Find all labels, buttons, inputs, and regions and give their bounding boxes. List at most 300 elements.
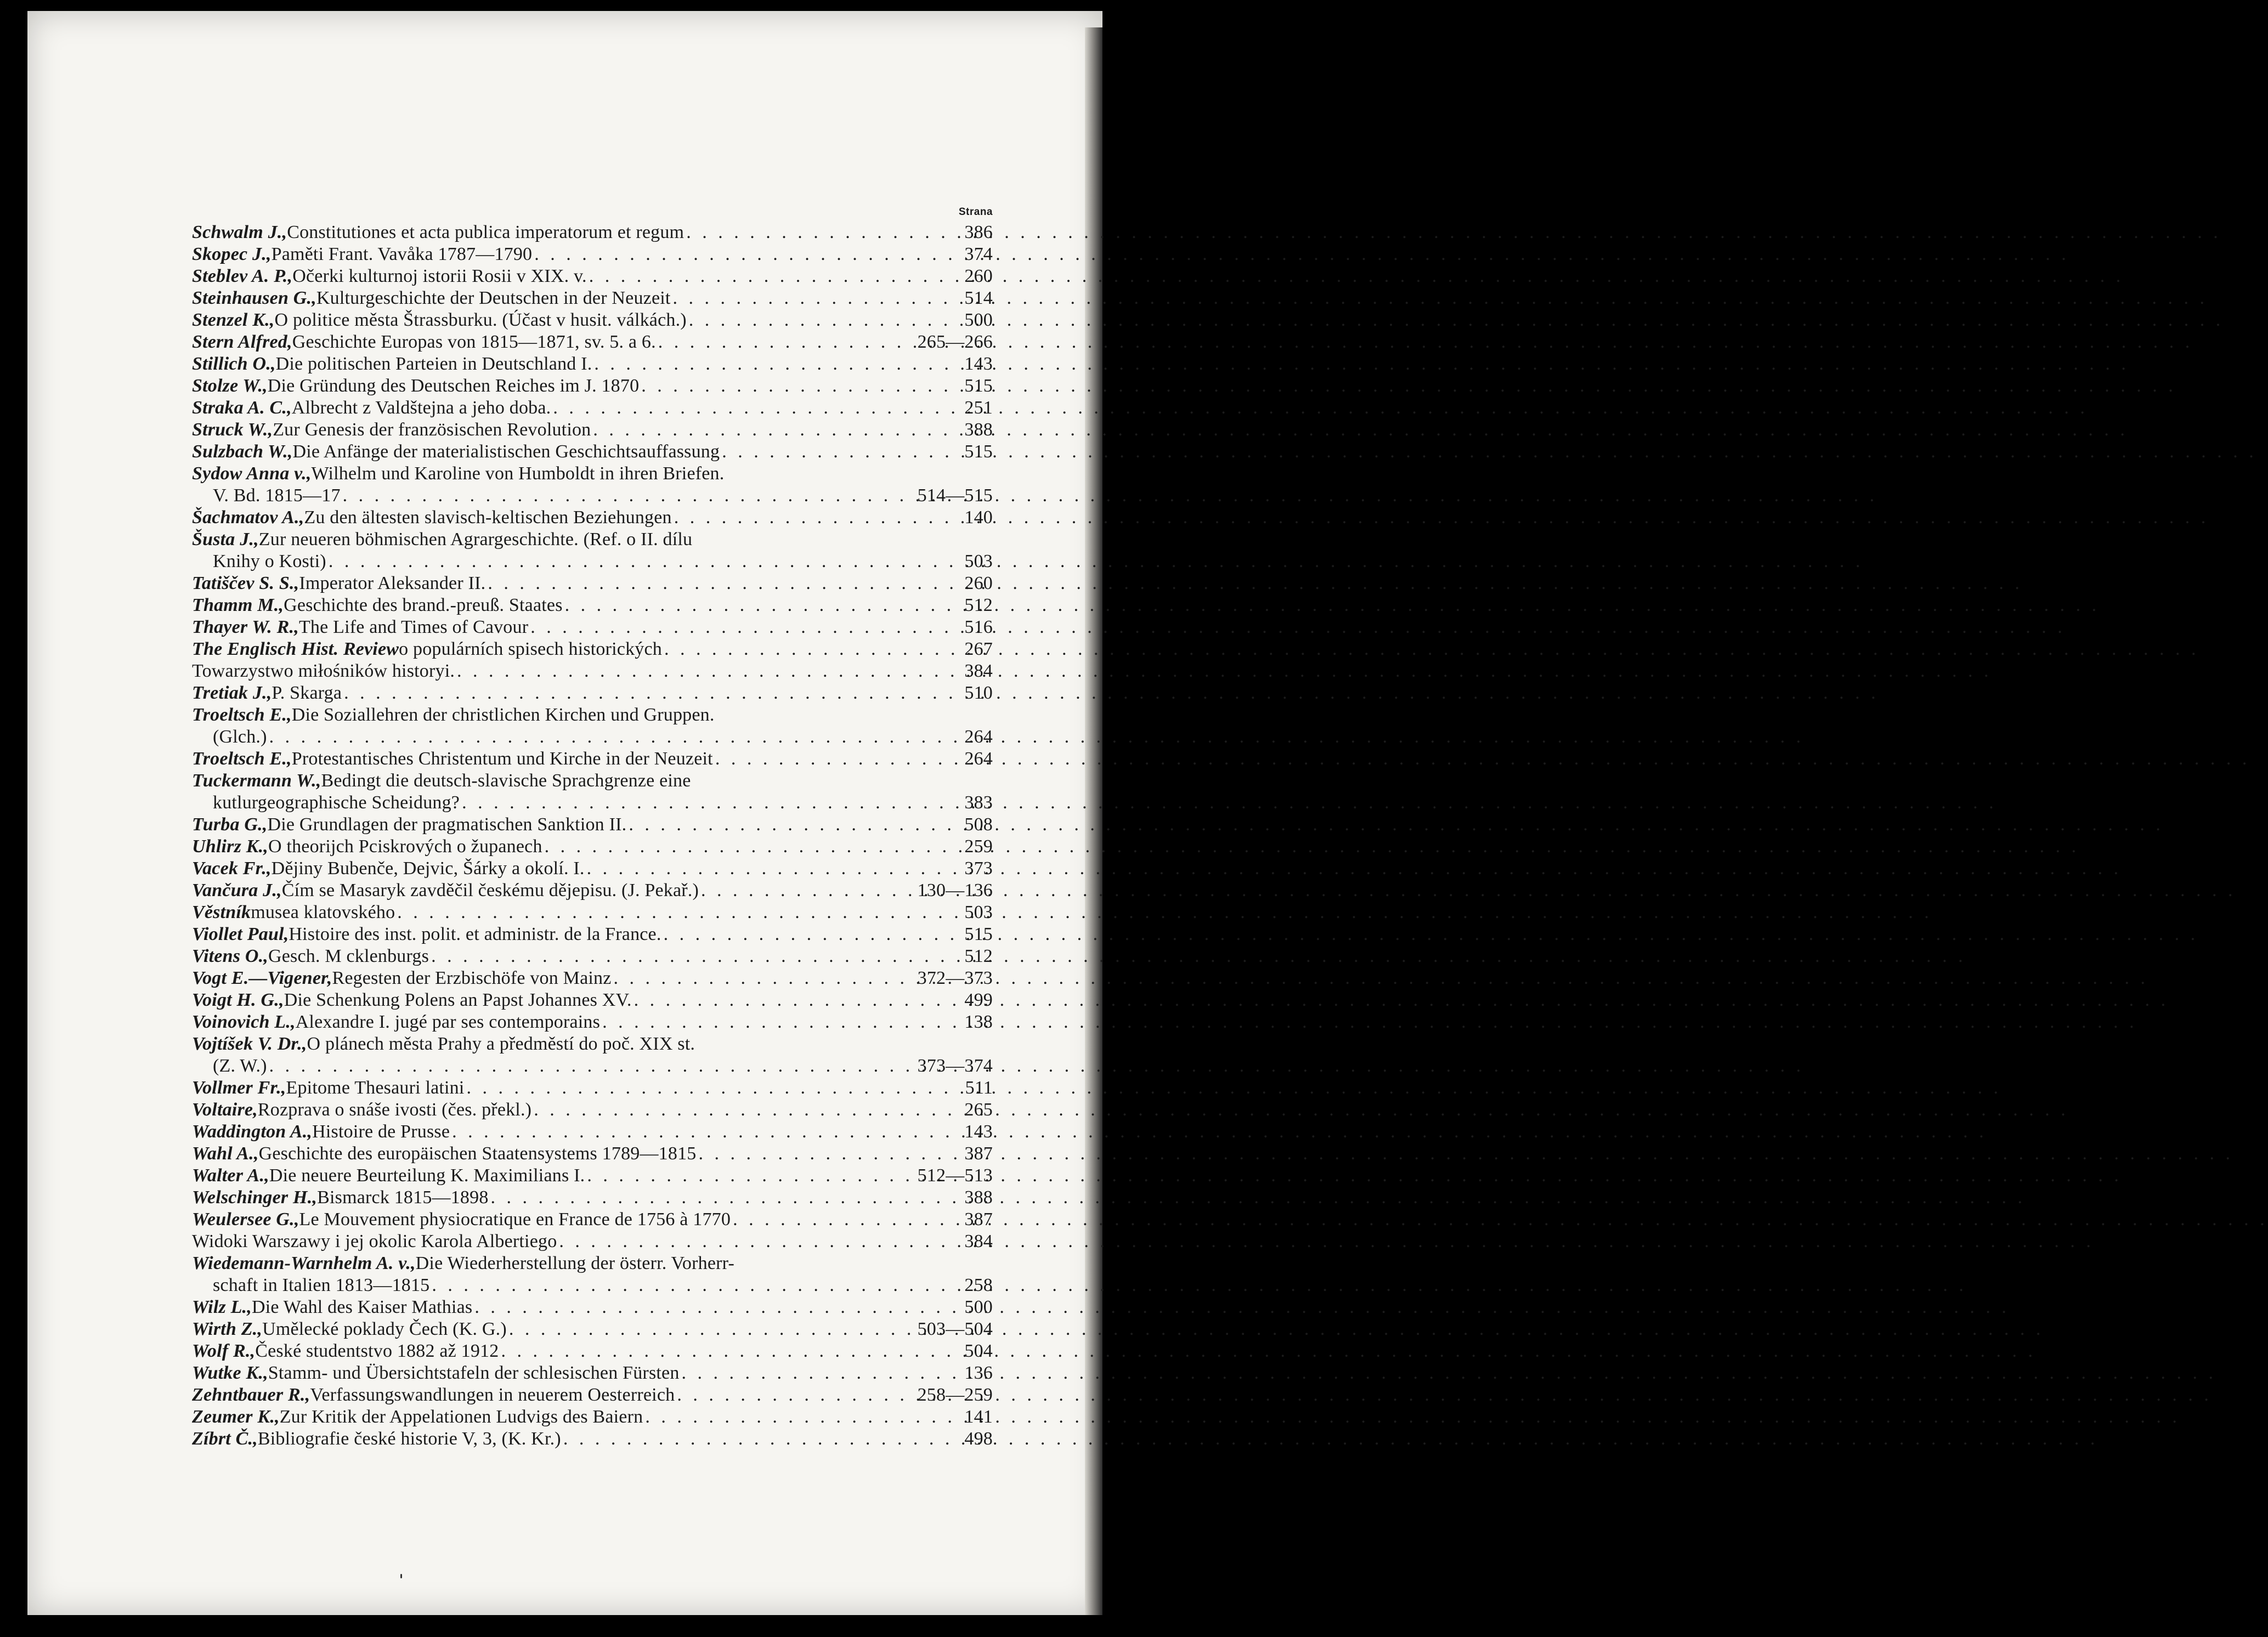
entry-title: České studentstvo 1882 až 1912 xyxy=(255,1341,499,1361)
index-entry xyxy=(192,1099,993,1121)
entry-title: Zur Kritik der Appelationen Ludvigs des Baiern xyxy=(279,1407,643,1427)
index-entry xyxy=(192,704,993,748)
entry-page-number: 373—374 xyxy=(917,1056,993,1076)
entry-title: Umělecké poklady Čech (K. G.) xyxy=(262,1319,507,1339)
entry-continuation-line xyxy=(192,1055,993,1077)
entry-page-number: 251 xyxy=(964,398,993,418)
entry-page-number: 265 xyxy=(964,1100,993,1120)
index-entry xyxy=(192,507,993,529)
entry-author: Wirth Z., xyxy=(192,1319,263,1339)
entry-title: Die politischen Parteien in Deutschland I. xyxy=(275,354,592,374)
leader-dots xyxy=(661,924,965,945)
entry-continuation: kutlurgeographische Scheidung? xyxy=(213,792,460,813)
index-entry xyxy=(192,1362,993,1384)
entry-line xyxy=(192,924,993,945)
index-entry xyxy=(192,331,993,353)
entry-page-number: 510 xyxy=(964,683,993,703)
entry-author: Stenzel K., xyxy=(192,310,275,330)
leader-dots xyxy=(528,616,964,638)
entry-author: Steblev A. P., xyxy=(192,266,293,286)
entry-page-number: 267 xyxy=(964,639,993,659)
entry-author: Skopec J., xyxy=(192,244,272,264)
index-entry xyxy=(192,287,993,309)
leader-dots xyxy=(429,1275,964,1296)
entry-page-number: 258—259 xyxy=(917,1385,993,1405)
index-entry xyxy=(192,748,993,770)
entry-title: Rozprava o snáše ivosti (čes. překl.) xyxy=(257,1100,532,1120)
entry-page-number: 384 xyxy=(964,1231,993,1251)
entry-page-number: 384 xyxy=(964,661,993,681)
entry-line xyxy=(192,397,993,419)
entry-author: Šusta J., xyxy=(192,529,259,550)
entry-title: Geschichte des brand.-preuß. Staates xyxy=(284,595,563,615)
index-entry xyxy=(192,1209,993,1231)
entry-author: Struck W., xyxy=(192,420,273,440)
entry-author: Voinovich L., xyxy=(192,1012,296,1032)
entry-title: Očerki kulturnoj istorii Rosii v XIX. v. xyxy=(292,266,587,286)
entry-line xyxy=(192,243,993,265)
entry-page-number: 498 xyxy=(964,1429,993,1449)
leader-dots xyxy=(489,1187,965,1209)
entry-continuation-line xyxy=(192,1275,993,1296)
entry-author: Šachmatov A., xyxy=(192,507,304,528)
leader-dots xyxy=(720,441,964,463)
leader-dots xyxy=(542,836,965,858)
scan-speck xyxy=(400,1574,402,1578)
leader-dots xyxy=(587,265,965,287)
leader-dots xyxy=(531,1099,964,1121)
entry-line xyxy=(192,1209,993,1231)
entry-page-number: 388 xyxy=(964,1187,993,1208)
entry-line xyxy=(192,419,993,441)
entry-author: Wiedemann-Warnhelm A. v., xyxy=(192,1253,416,1273)
entry-title: Die Wahl des Kaiser Mathias xyxy=(251,1297,473,1317)
entry-line xyxy=(192,1231,993,1253)
entry-title: O politice města Štrassburku. (Účast v husit. válkách.) xyxy=(274,310,687,330)
index-entry xyxy=(192,441,993,463)
entry-page-number: 260 xyxy=(964,266,993,286)
index-entry xyxy=(192,1231,993,1253)
index-entry xyxy=(192,1165,993,1187)
entry-line xyxy=(192,989,993,1011)
entry-line xyxy=(192,1165,993,1187)
entry-author: Thamm M., xyxy=(192,595,284,615)
entry-author: Tretiak J., xyxy=(192,683,272,703)
entry-title: musea klatovského xyxy=(251,902,395,922)
index-entry xyxy=(192,638,993,660)
entry-page-number: 264 xyxy=(964,727,993,747)
entry-page-number: 515 xyxy=(964,924,993,944)
entry-author: Věstník xyxy=(192,902,251,922)
entry-title: Alexandre I. jugé par ses contemporains xyxy=(295,1012,601,1032)
entry-line xyxy=(192,1099,993,1121)
entry-author: Uhlirz K., xyxy=(192,836,268,857)
entry-page-number: 512—513 xyxy=(917,1165,993,1186)
index-entry xyxy=(192,902,993,924)
entry-line xyxy=(192,529,993,551)
leader-dots xyxy=(684,222,964,243)
index-entries xyxy=(192,222,993,1450)
index-entry xyxy=(192,1121,993,1143)
entry-line xyxy=(192,902,993,924)
entry-line xyxy=(192,858,993,880)
entry-continuation: Knihy o Kosti) xyxy=(213,551,326,571)
entry-line xyxy=(192,222,993,243)
entry-author: Turba G., xyxy=(192,814,268,835)
entry-continuation-line xyxy=(192,551,993,573)
entry-page-number: 514 xyxy=(964,288,993,308)
entry-author: Zíbrt Č., xyxy=(192,1429,258,1449)
index-entry xyxy=(192,989,993,1011)
leader-dots xyxy=(267,726,965,748)
leader-dots xyxy=(557,1231,964,1253)
entry-page-number: 516 xyxy=(964,617,993,637)
index-entry xyxy=(192,222,993,243)
leader-dots xyxy=(499,1340,964,1362)
entry-line xyxy=(192,1121,993,1143)
entry-title: Die Soziallehren der christlichen Kirchen und Gruppen. xyxy=(291,705,715,725)
entry-title: Čím se Masaryk zavděčil českému dějepisu. (J. Pekař.) xyxy=(281,880,699,900)
entry-page-number: 140 xyxy=(964,507,993,528)
entry-author: Zehntbauer R., xyxy=(192,1385,310,1405)
entry-author: Tuckermann W., xyxy=(192,771,321,791)
entry-line xyxy=(192,507,993,529)
index-entry xyxy=(192,375,993,397)
entry-title: Histoire de Prusse xyxy=(312,1121,450,1142)
entry-author: Schwalm J., xyxy=(192,222,287,242)
entry-line xyxy=(192,375,993,397)
index-entry xyxy=(192,1428,993,1450)
entry-title: O theorijch Pciskrových o županech xyxy=(268,836,542,857)
leader-dots xyxy=(460,792,964,814)
entry-title: Epitome Thesauri latini xyxy=(286,1078,465,1098)
entry-title: Die Anfänge der materialistischen Geschichtsauffassung xyxy=(292,441,720,462)
leader-dots xyxy=(592,353,964,375)
entry-page-number: 372—373 xyxy=(917,968,993,988)
entry-page-number: 374 xyxy=(964,244,993,264)
entry-line xyxy=(192,880,993,902)
leader-dots xyxy=(455,660,964,682)
entry-author: Walter A., xyxy=(192,1165,269,1186)
leader-dots xyxy=(687,309,965,331)
index-entry xyxy=(192,309,993,331)
leader-dots xyxy=(713,748,965,770)
entry-page-number: 512 xyxy=(964,946,993,966)
leader-dots xyxy=(585,858,965,880)
entry-continuation-line xyxy=(192,485,993,507)
entry-page-number: 141 xyxy=(964,1407,993,1427)
entry-line xyxy=(192,682,993,704)
index-entry xyxy=(192,836,993,858)
entry-title: O plánech města Prahy a předměstí do poč. XIX st. xyxy=(307,1034,695,1054)
entry-title: Gesch. M cklenburgs xyxy=(268,946,429,966)
entry-title: Die neuere Beurteilung K. Maximilians I. xyxy=(269,1165,585,1186)
entry-line xyxy=(192,1428,993,1450)
leader-dots xyxy=(632,989,965,1011)
leader-dots xyxy=(532,243,964,265)
entry-author: Troeltsch E., xyxy=(192,749,292,769)
leader-dots xyxy=(600,1011,964,1033)
index-entry xyxy=(192,419,993,441)
entry-title: Die Gründung des Deutschen Reiches im J. 1870 xyxy=(267,376,640,396)
entry-line xyxy=(192,463,993,485)
index-entry xyxy=(192,814,993,836)
entry-author: Zeumer K., xyxy=(192,1407,280,1427)
entry-page-number: 512 xyxy=(964,595,993,615)
index-entry xyxy=(192,880,993,902)
leader-dots xyxy=(731,1209,964,1231)
entry-page-number: 511 xyxy=(965,1078,993,1098)
index-entry xyxy=(192,770,993,814)
index-entry xyxy=(192,529,993,573)
index-entry xyxy=(192,858,993,880)
index-list xyxy=(192,203,993,1450)
entry-author: Straka A. C., xyxy=(192,398,292,418)
entry-title: Die Wiederherstellung der österr. Vorherr- xyxy=(415,1253,735,1273)
entry-author: Waddington A., xyxy=(192,1121,313,1142)
entry-author: Stolze W., xyxy=(192,376,268,396)
entry-page-number: 373 xyxy=(964,858,993,879)
leader-dots xyxy=(680,1362,965,1384)
leader-dots xyxy=(485,573,964,594)
entry-line xyxy=(192,1033,993,1055)
entry-continuation: schaft in Italien 1813—1815 xyxy=(213,1275,430,1295)
entry-title: Widoki Warszawy i jej okolic Karola Albertiego xyxy=(192,1231,557,1251)
entry-line xyxy=(192,331,993,353)
entry-line xyxy=(192,1253,993,1275)
entry-page-number: 386 xyxy=(964,222,993,242)
entry-author: Vojtíšek V. Dr., xyxy=(192,1034,307,1054)
leader-dots xyxy=(472,1296,964,1318)
leader-dots xyxy=(267,1055,918,1077)
leader-dots xyxy=(612,967,918,989)
entry-page-number: 514—515 xyxy=(917,485,993,506)
entry-line xyxy=(192,1340,993,1362)
index-entry xyxy=(192,616,993,638)
entry-page-number: 259 xyxy=(964,836,993,857)
entry-author: Weulersee G., xyxy=(192,1209,299,1230)
entry-page-number: 383 xyxy=(964,792,993,813)
entry-continuation: (Glch.) xyxy=(213,727,267,747)
leader-dots xyxy=(561,1428,965,1450)
entry-line xyxy=(192,1362,993,1384)
index-entry xyxy=(192,397,993,419)
index-entry xyxy=(192,243,993,265)
entry-author: Voltaire, xyxy=(192,1100,258,1120)
entry-title: Zu den ältesten slavisch-keltischen Beziehungen xyxy=(304,507,672,528)
entry-line xyxy=(192,616,993,638)
entry-author: The Englisch Hist. Review xyxy=(192,639,399,659)
entry-page-number: 388 xyxy=(964,420,993,440)
leader-dots xyxy=(591,419,964,441)
leader-dots xyxy=(465,1077,965,1099)
entry-continuation: V. Bd. 1815—17 xyxy=(213,485,341,506)
entry-author: Vitens O., xyxy=(192,946,268,966)
index-entry xyxy=(192,1340,993,1362)
index-entry xyxy=(192,682,993,704)
entry-title: Dějiny Bubenče, Dejvic, Šárky a okolí. I. xyxy=(271,858,585,879)
entry-page-number: 387 xyxy=(964,1143,993,1164)
leader-dots xyxy=(341,485,918,507)
entry-line xyxy=(192,967,993,989)
entry-page-number: 504 xyxy=(964,1341,993,1361)
entry-page-number: 143 xyxy=(964,354,993,374)
index-entry xyxy=(192,1187,993,1209)
entry-author: Vančura J., xyxy=(192,880,282,900)
index-entry xyxy=(192,1253,993,1296)
leader-dots xyxy=(450,1121,964,1143)
index-entry xyxy=(192,945,993,967)
entry-author: Vogt E.—Vigener, xyxy=(192,968,332,988)
leader-dots xyxy=(671,287,965,309)
entry-page-number: 515 xyxy=(964,376,993,396)
entry-line xyxy=(192,1318,993,1340)
index-entry xyxy=(192,594,993,616)
leader-dots xyxy=(626,814,964,836)
leader-dots xyxy=(585,1165,917,1187)
leader-dots xyxy=(662,638,964,660)
index-entry xyxy=(192,265,993,287)
entry-author: Tatiščev S. S., xyxy=(192,573,299,593)
entry-title: Geschichte Europas von 1815—1871, sv. 5. a 6. xyxy=(292,332,656,352)
entry-author: Welschinger H., xyxy=(192,1187,318,1208)
entry-title: o populárních spisech historických xyxy=(399,639,662,659)
entry-line xyxy=(192,638,993,660)
entry-line xyxy=(192,309,993,331)
leader-dots xyxy=(699,880,918,902)
index-entry xyxy=(192,463,993,507)
entry-line xyxy=(192,836,993,858)
index-entry xyxy=(192,1318,993,1340)
entry-line xyxy=(192,1143,993,1165)
entry-author: Stillich O., xyxy=(192,354,276,374)
entry-title: Constitutiones et acta publica imperatorum et regum xyxy=(287,222,685,242)
entry-line xyxy=(192,770,993,792)
entry-title: Histoire des inst. polit. et administr. de la France. xyxy=(289,924,661,944)
entry-line xyxy=(192,594,993,616)
entry-title: Regesten der Erzbischöfe von Mainz xyxy=(332,968,612,988)
entry-author: Wutke K., xyxy=(192,1363,268,1383)
entry-author: Voigt H. G., xyxy=(192,990,284,1010)
index-entry xyxy=(192,573,993,594)
entry-author: Stern Alfred, xyxy=(192,332,292,352)
index-entry xyxy=(192,1011,993,1033)
entry-author: Sulzbach W., xyxy=(192,441,293,462)
entry-line xyxy=(192,660,993,682)
entry-title: Le Mouvement physiocratique en France de 1756 à 1770 xyxy=(299,1209,731,1230)
entry-title: Zur neueren böhmischen Agrargeschichte. (Ref. o II. dílu xyxy=(258,529,693,550)
entry-title: Zur Genesis der französischen Revolution xyxy=(273,420,591,440)
entry-author: Wilz L., xyxy=(192,1297,252,1317)
entry-page-number: 387 xyxy=(964,1209,993,1230)
entry-line xyxy=(192,1187,993,1209)
leader-dots xyxy=(551,397,964,419)
leader-dots xyxy=(507,1318,918,1340)
entry-page-number: 503—504 xyxy=(917,1319,993,1339)
book-page xyxy=(27,11,1102,1615)
entry-line xyxy=(192,265,993,287)
entry-line xyxy=(192,748,993,770)
index-entry xyxy=(192,1296,993,1318)
leader-dots xyxy=(696,1143,964,1165)
entry-author: Troeltsch E., xyxy=(192,705,292,725)
index-entry xyxy=(192,924,993,945)
entry-page-number: 143 xyxy=(964,1121,993,1142)
entry-title: The Life and Times of Cavour xyxy=(298,617,529,637)
index-entry xyxy=(192,1384,993,1406)
entry-page-number: 508 xyxy=(964,814,993,835)
entry-author: Steinhausen G., xyxy=(192,288,316,308)
index-entry xyxy=(192,1406,993,1428)
entry-author: Sydow Anna v., xyxy=(192,463,312,484)
entry-page-number: 130—136 xyxy=(917,880,993,900)
entry-title: Geschichte des europäischen Staatensystems 1789—1815 xyxy=(258,1143,697,1164)
leader-dots xyxy=(675,1384,917,1406)
entry-line xyxy=(192,1406,993,1428)
entry-line xyxy=(192,704,993,726)
entry-line xyxy=(192,573,993,594)
entry-page-number: 499 xyxy=(964,990,993,1010)
leader-dots xyxy=(326,551,965,573)
entry-continuation-line xyxy=(192,792,993,814)
entry-page-number: 500 xyxy=(964,1297,993,1317)
entry-author: Wahl A., xyxy=(192,1143,259,1164)
entry-line xyxy=(192,441,993,463)
entry-title: Bibliografie české historie V, 3, (K. Kr.) xyxy=(257,1429,561,1449)
entry-page-number: 136 xyxy=(964,1363,993,1383)
entry-page-number: 503 xyxy=(964,551,993,571)
entry-title: Albrecht z Valdštejna a jeho doba. xyxy=(291,398,551,418)
entry-line xyxy=(192,1011,993,1033)
entry-title: Imperator Aleksander II. xyxy=(299,573,486,593)
entry-line xyxy=(192,1384,993,1406)
entry-author: Wolf R., xyxy=(192,1341,256,1361)
entry-line xyxy=(192,814,993,836)
leader-dots xyxy=(672,507,965,529)
entry-title: Verfassungswandlungen in neuerem Oesterreich xyxy=(310,1385,675,1405)
entry-line xyxy=(192,353,993,375)
leader-dots xyxy=(429,945,964,967)
index-entry xyxy=(192,660,993,682)
entry-page-number: 260 xyxy=(964,573,993,593)
entry-line xyxy=(192,1296,993,1318)
entry-title: Bismarck 1815—1898 xyxy=(317,1187,489,1208)
entry-line xyxy=(192,287,993,309)
entry-page-number: 500 xyxy=(964,310,993,330)
leader-dots xyxy=(643,1406,964,1428)
leader-dots xyxy=(395,902,964,924)
leader-dots xyxy=(342,682,964,704)
leader-dots xyxy=(656,331,918,353)
entry-title: Towarzystwo miłośników historyi. xyxy=(192,661,455,681)
entry-title: Stamm- und Übersichtstafeln der schlesischen Fürsten xyxy=(268,1363,680,1383)
leader-dots xyxy=(563,594,965,616)
index-entry xyxy=(192,967,993,989)
entry-title: Wilhelm und Karoline von Humboldt in ihren Briefen. xyxy=(311,463,725,484)
entry-title: Die Grundlagen der pragmatischen Sanktion II. xyxy=(267,814,627,835)
index-entry xyxy=(192,353,993,375)
entry-page-number: 264 xyxy=(964,749,993,769)
entry-author: Thayer W. R., xyxy=(192,617,299,637)
entry-page-number: 258 xyxy=(964,1275,993,1295)
entry-author: Viollet Paul, xyxy=(192,924,289,944)
entry-title: Kulturgeschichte der Deutschen in der Neuzeit xyxy=(316,288,671,308)
entry-author: Vacek Fr., xyxy=(192,858,272,879)
entry-title: Bedingt die deutsch-slavische Sprachgrenze eine xyxy=(321,771,691,791)
entry-line xyxy=(192,945,993,967)
entry-continuation: (Z. W.) xyxy=(213,1056,267,1076)
entry-page-number: 265—266 xyxy=(917,332,993,352)
